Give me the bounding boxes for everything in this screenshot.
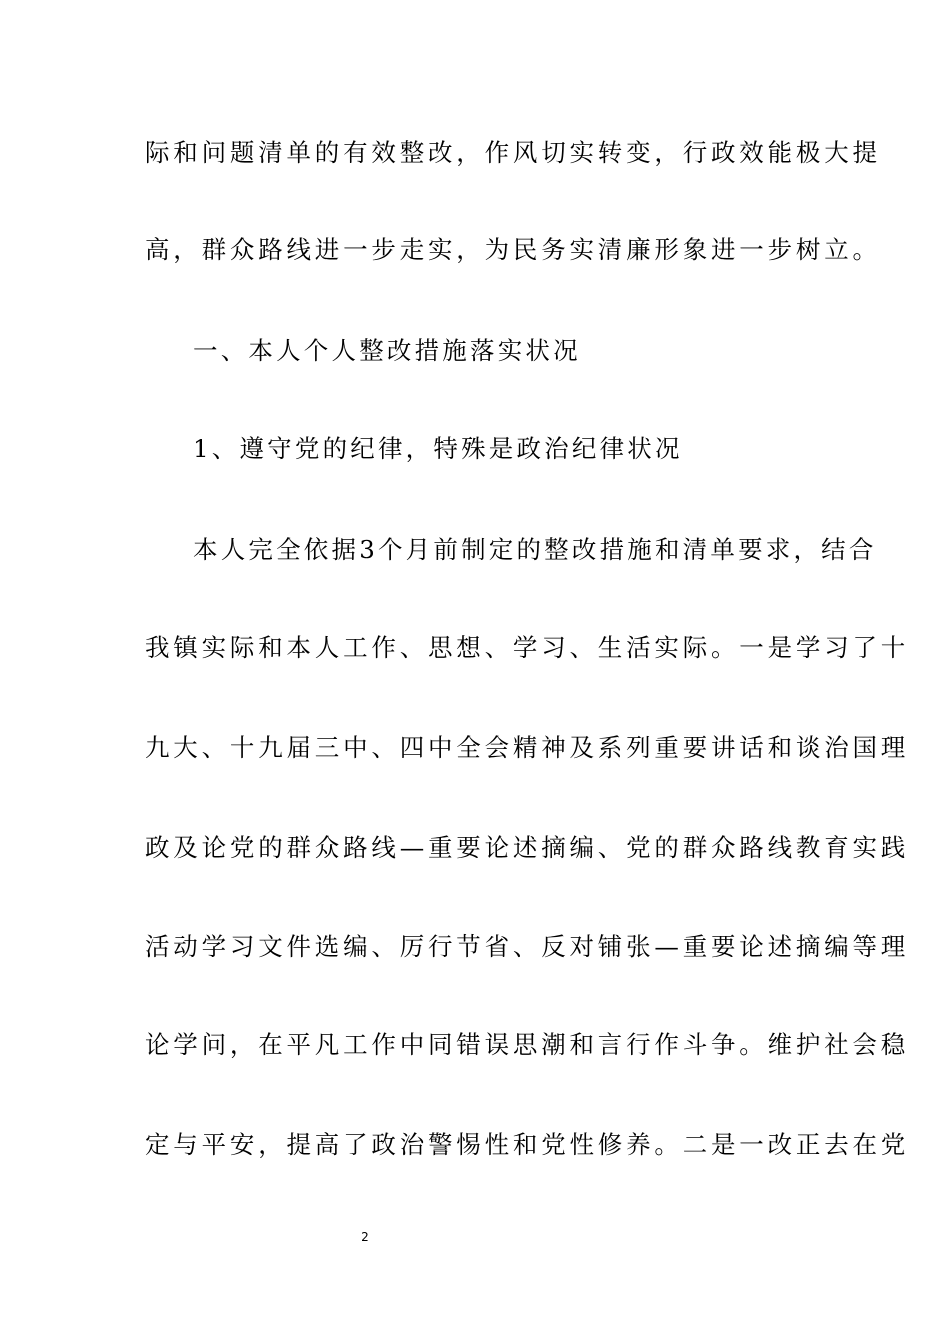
body-line-10: 论学问，在平凡工作中同错误思潮和言行作斗争。维护社会稳 [145,1030,910,1059]
subsection-heading: 1、遵守党的纪律，特殊是政治纪律状况 [193,434,683,463]
body-line-2: 高，群众路线进一步走实，为民务实清廉形象进一步树立。 [145,235,881,264]
body-line-7: 九大、十九届三中、四中全会精神及系列重要讲话和谈治国理 [145,733,910,762]
body-line-8: 政及论党的群众路线—重要论述摘编、党的群众路线教育实践 [145,833,910,862]
page-number: 2 [361,1230,369,1244]
body-line-9: 活动学习文件选编、厉行节省、反对铺张—重要论述摘编等理 [145,932,910,961]
body-line-11: 定与平安，提高了政治警惕性和党性修养。二是一改正去在党 [145,1130,910,1159]
body-line-5: 本人完全依据3个月前制定的整改措施和清单要求，结合 [193,535,877,564]
body-line-6: 我镇实际和本人工作、思想、学习、生活实际。一是学习了十 [145,633,910,662]
body-line-1: 际和问题清单的有效整改，作风切实转变，行政效能极大提 [145,138,881,167]
section-heading: 一、本人个人整改措施落实状况 [193,336,581,365]
